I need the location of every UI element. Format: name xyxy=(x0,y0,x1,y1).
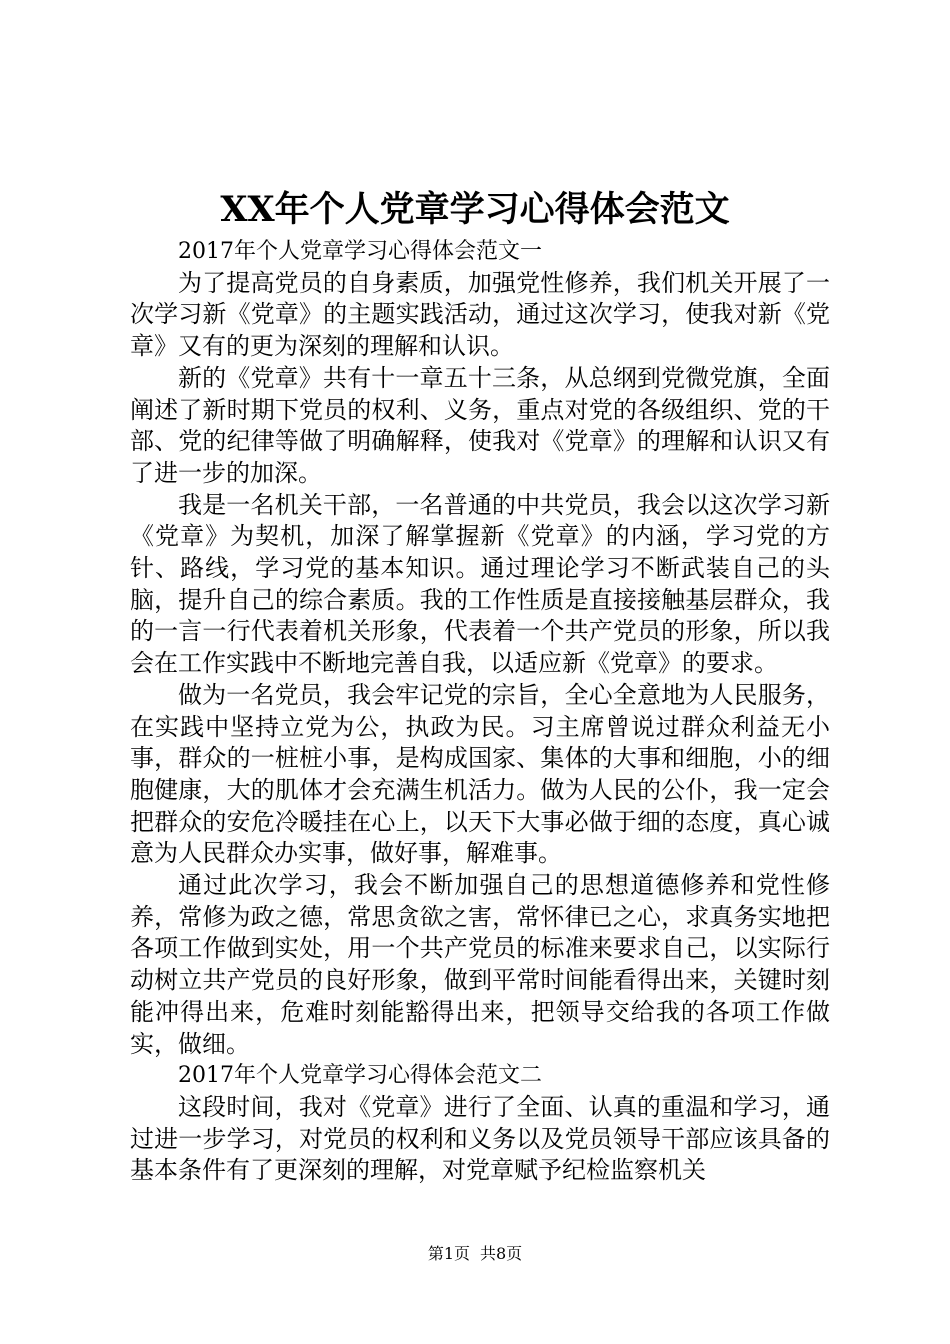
page-number: 第1页 xyxy=(427,1244,470,1263)
document-title: XX年个人党章学习心得体会范文 xyxy=(220,189,730,230)
document-body xyxy=(130,236,830,1187)
paragraph: 我是一名机关干部，一名普通的中共党员，我会以这次学习新《党章》为契机，加深了解掌握新《党章》的内涵，学习党的方针、路线，学习党的基本知识。通过理论学习不断武装自己的头脑，提升自己的综合素质。我的工作性质是直接接触基层群众，我的一言一行代表着机关形象，代表着一个共产党员的形象，所以我会在工作实践中不断地完善自我，以适应新《党章》的要求。 xyxy=(130,490,830,678)
page-total: 共8页 xyxy=(480,1244,523,1263)
paragraph: 新的《党章》共有十一章五十三条，从总纲到党微党旗，全面阐述了新时期下党员的权利、义务，重点对党的各级组织、党的干部、党的纪律等做了明确解释，使我对《党章》的理解和认识又有了进一步的加深。 xyxy=(130,363,830,487)
paragraph: 做为一名党员，我会牢记党的宗旨，全心全意地为人民服务，在实践中坚持立党为公，执政为民。习主席曾说过群众利益无小事，群众的一桩桩小事，是构成国家、集体的大事和细胞，小的细胞健康，大的肌体才会充满生机活力。做为人民的公仆，我一定会把群众的安危冷暖挂在心上，以天下大事必做于细的态度，真心诚意为人民群众办实事，做好事，解难事。 xyxy=(130,680,830,868)
page-footer xyxy=(0,1243,950,1265)
paragraph: 为了提高党员的自身素质，加强党性修养，我们机关开展了一次学习新《党章》的主题实践活动，通过这次学习，使我对新《党章》又有的更为深刻的理解和认识。 xyxy=(130,268,830,361)
paragraph: 这段时间，我对《党章》进行了全面、认真的重温和学习，通过进一步学习，对党员的权利和义务以及党员领导干部应该具备的基本条件有了更深刻的理解，对党章赋予纪检监察机关 xyxy=(130,1092,830,1185)
section-heading: 2017年个人党章学习心得体会范文二 xyxy=(178,1063,542,1089)
paragraph: 通过此次学习，我会不断加强自己的思想道德修养和党性修养，常修为政之德，常思贪欲之害，常怀律已之心，求真务实地把各项工作做到实处，用一个共产党员的标准来要求自己，以实际行动树立共产党员的良好形象，做到平常时间能看得出来，关键时刻能冲得出来，危难时刻能豁得出来，把领导交给我的各项工作做实，做细。 xyxy=(130,871,830,1058)
section-heading: 2017年个人党章学习心得体会范文一 xyxy=(178,239,542,264)
